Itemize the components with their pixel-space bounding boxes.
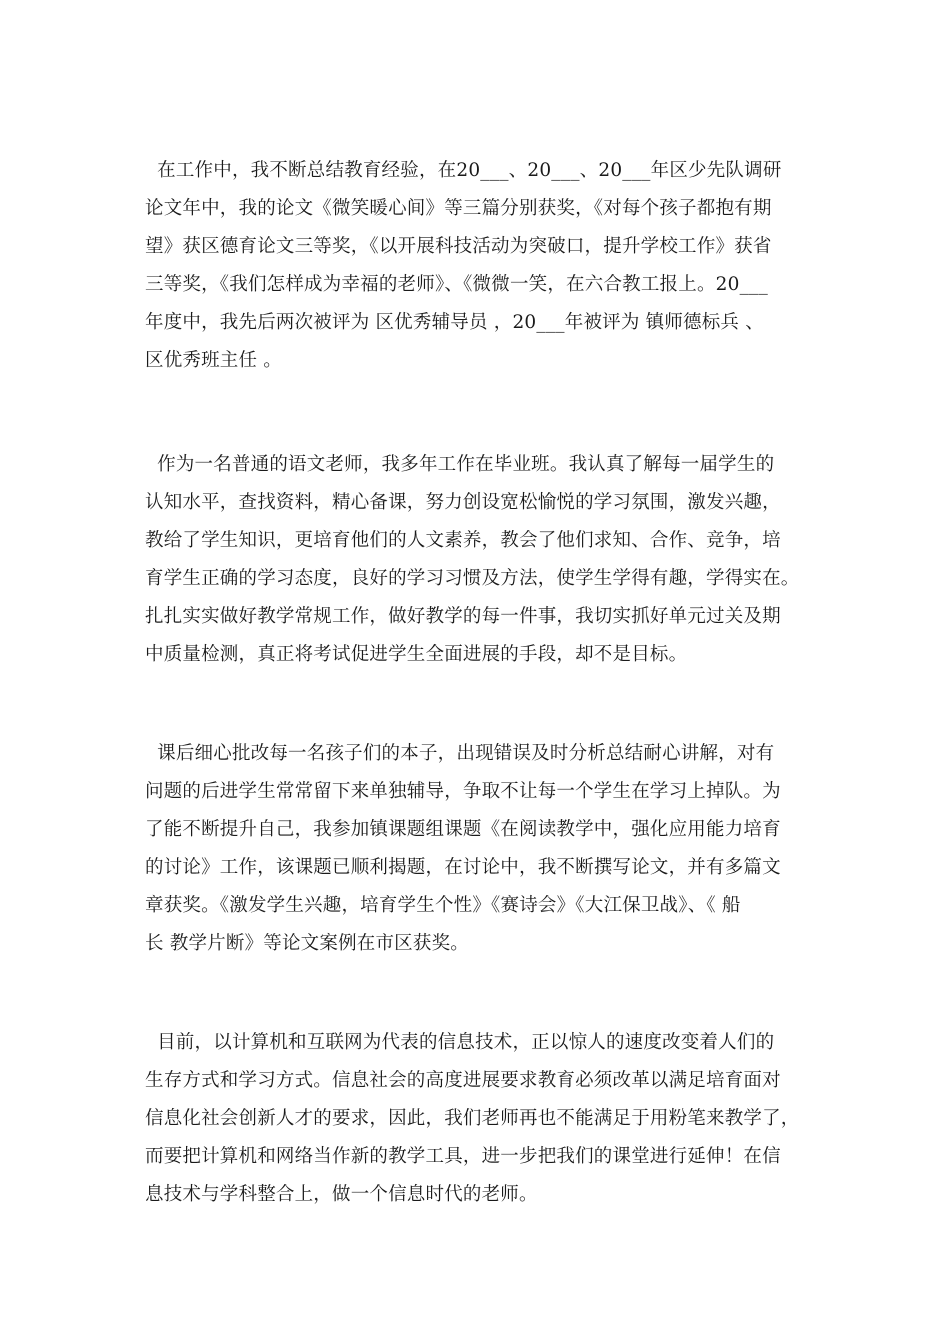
text-line: 作为一名普通的语文老师，我多年工作在毕业班。我认真了解每一届学生的 [145, 454, 775, 475]
text-line: 息技术与学科整合上，做一个信息时代的老师。 [145, 1184, 538, 1205]
paragraph-work-summary [145, 152, 810, 380]
text-line: 的讨论》工作，该课题已顺利揭题，在讨论中，我不断撰写论文，并有多篇文 [145, 857, 781, 878]
text-line: 而要把计算机和网络当作新的教学工具，进一步把我们的课堂进行延伸！在信 [145, 1146, 781, 1167]
text-line: 区优秀班主任 。 [145, 350, 282, 371]
paragraph-information-technology [145, 1024, 810, 1214]
text-line: 章获奖。《激发学生兴趣，培育学生个性》《赛诗会》《大江保卫战》、《 船 [145, 895, 741, 916]
text-line: 教给了学生知识，更培育他们的人文素养，教会了他们求知、合作、竞争，培 [145, 530, 781, 551]
text-line: 目前，以计算机和互联网为代表的信息技术，正以惊人的速度改变着人们的 [145, 1032, 775, 1053]
paragraph-chinese-teacher [145, 446, 810, 674]
text-line: 长 教学片断》等论文案例在市区获奖。 [145, 933, 469, 954]
text-line: 扎扎实实做好教学常规工作，做好教学的每一件事，我切实抓好单元过关及期 [145, 606, 781, 627]
text-line: 课后细心批改每一名孩子们的本子，出现错误及时分析总结耐心讲解，对有 [145, 743, 775, 764]
text-line: 年度中，我先后两次被评为 区优秀辅导员 ，20___年被评为 镇师德标兵 、 [145, 312, 764, 333]
text-line: 论文年中，我的论文《微笑暖心间》等三篇分别获奖，《对每个孩子都抱有期 [145, 198, 772, 219]
text-line: 信息化社会创新人才的要求，因此，我们老师再也不能满足于用粉笔来教学了， [145, 1108, 800, 1129]
text-line: 生存方式和学习方式。信息社会的高度进展要求教育必须改革以满足培育面对 [145, 1070, 781, 1091]
text-line: 在工作中，我不断总结教育经验，在20___、20___、20___年区少先队调研 [145, 160, 782, 181]
text-line: 了能不断提升自己，我参加镇课题组课题《在阅读教学中，强化应用能力培育 [145, 819, 781, 840]
text-line: 认知水平，查找资料，精心备课，努力创设宽松愉悦的学习氛围，激发兴趣， [145, 492, 781, 513]
text-line: 三等奖，《我们怎样成为幸福的老师》、《微微一笑，在六合教工报上。20___ [145, 274, 768, 295]
text-line: 望》获区德育论文三等奖，《以开展科技活动为突破口，提升学校工作》获省 [145, 236, 772, 257]
text-line: 问题的后进学生常常留下来单独辅导，争取不让每一个学生在学习上掉队。为 [145, 781, 781, 802]
text-line: 育学生正确的学习态度，良好的学习习惯及方法，使学生学得有趣，学得实在。 [145, 568, 800, 589]
paragraph-after-class [145, 735, 810, 963]
text-line: 中质量检测，真正将考试促进学生全面进展的手段，却不是目标。 [145, 644, 688, 665]
